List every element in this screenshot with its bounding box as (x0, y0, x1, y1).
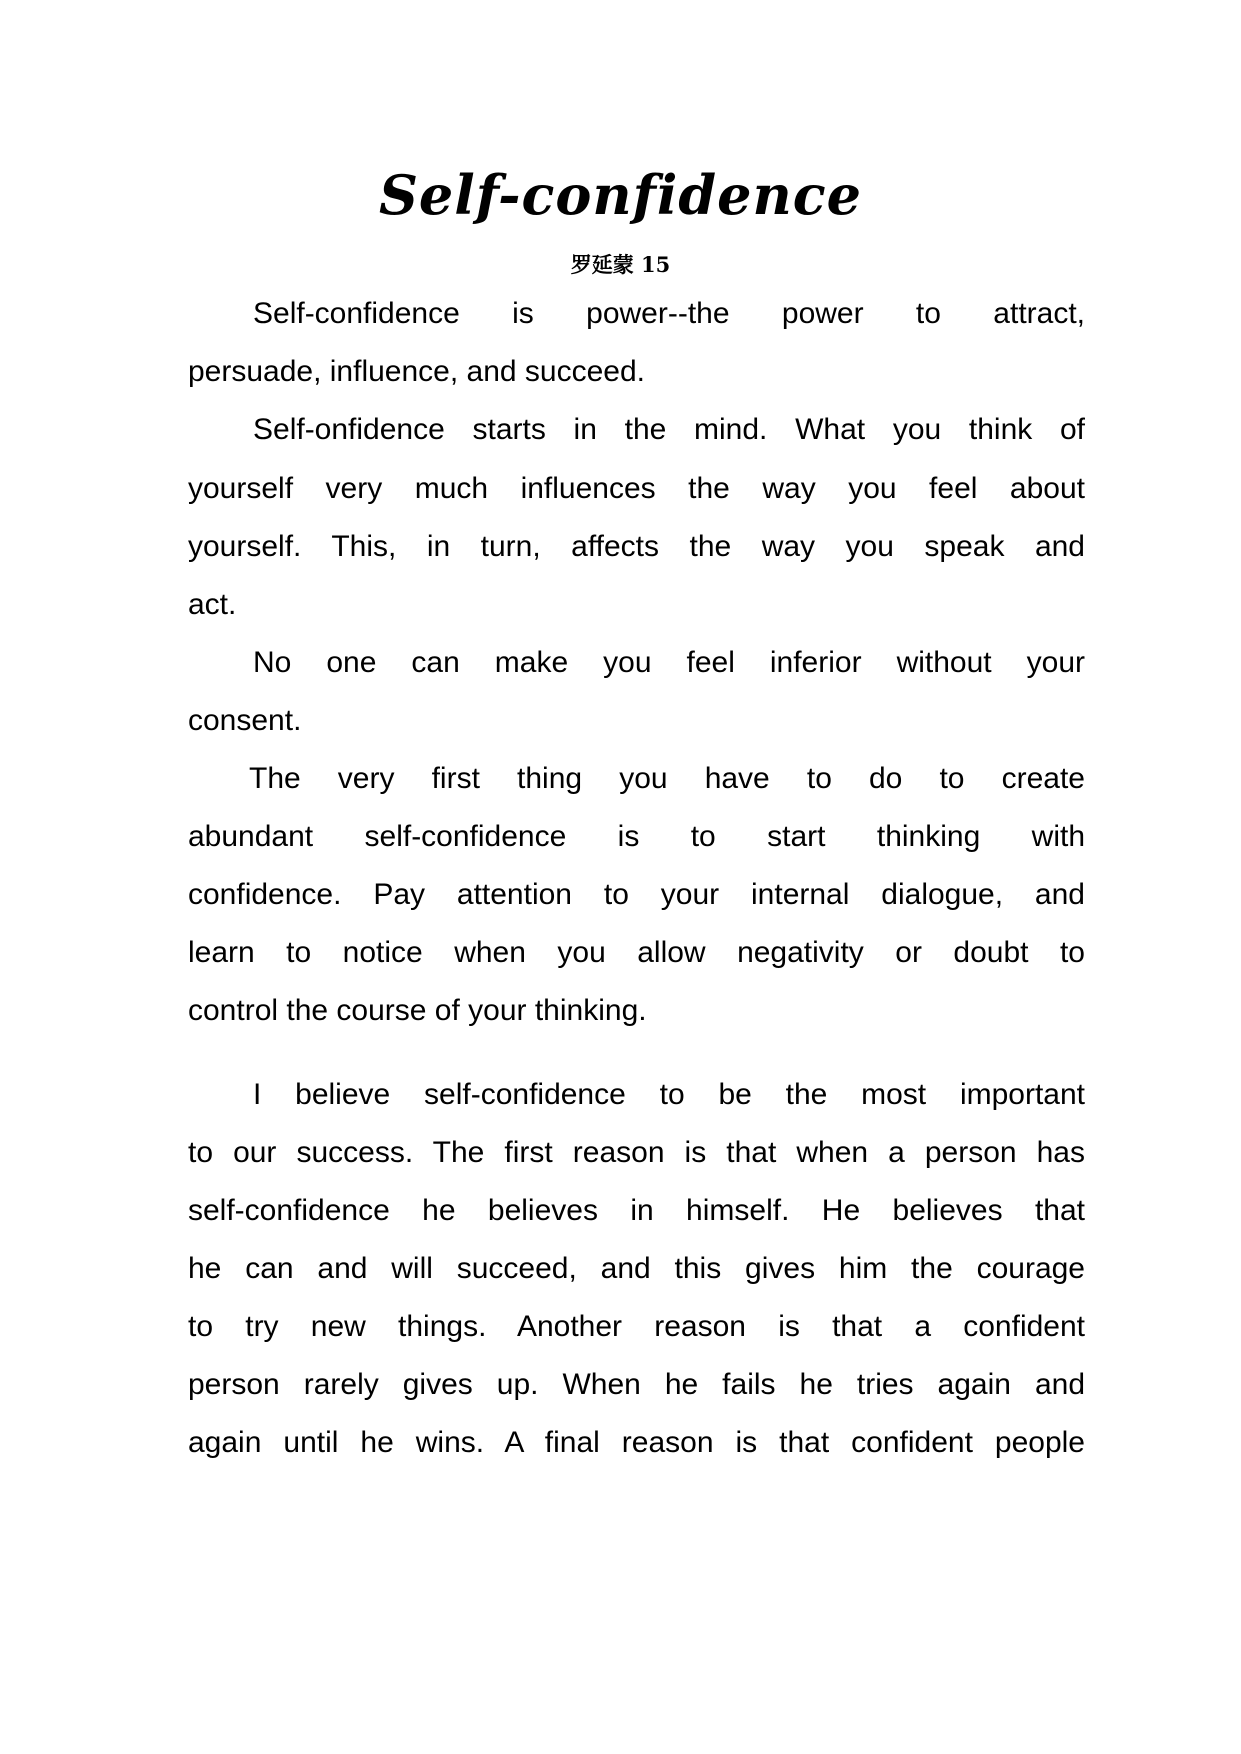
paragraph-line: control the course of your thinking. (188, 994, 647, 1027)
paragraph-line: person rarely gives up. When he fails he tries again and (188, 1368, 1085, 1401)
paragraph-line: self-confidence he believes in himself. He believes that (188, 1194, 1085, 1227)
paragraph-line: Self-onfidence starts in the mind. What you think of (253, 413, 1085, 446)
paragraph-line: No one can make you feel inferior without your (253, 646, 1085, 679)
paragraph-line: persuade, influence, and succeed. (188, 355, 645, 388)
paragraph-line: Self-confidence is power--the power to attract, (253, 297, 1085, 330)
paragraph-line: yourself very much influences the way you feel about (188, 472, 1085, 505)
paragraph-line: yourself. This, in turn, affects the way you speak and (188, 530, 1085, 563)
author-line: 罗延蒙 15 (570, 252, 671, 277)
document-title: Self-confidence (378, 163, 863, 227)
paragraph-line: The very first thing you have to do to create (249, 762, 1085, 795)
paragraph-line: again until he wins. A final reason is that confident people (188, 1426, 1085, 1459)
paragraph-line: I believe self-confidence to be the most important (253, 1078, 1085, 1111)
paragraph-line: to try new things. Another reason is that a confident (188, 1310, 1085, 1343)
paragraph-line: to our success. The first reason is that when a person has (188, 1136, 1085, 1169)
paragraph-line: abundant self-confidence is to start thinking with (188, 820, 1085, 853)
paragraph-line: act. (188, 588, 237, 621)
paragraph-line: learn to notice when you allow negativity or doubt to (188, 936, 1085, 969)
paragraph-line: consent. (188, 704, 302, 737)
paragraph-line: confidence. Pay attention to your internal dialogue, and (188, 878, 1085, 911)
paragraph-line: he can and will succeed, and this gives him the courage (188, 1252, 1085, 1285)
